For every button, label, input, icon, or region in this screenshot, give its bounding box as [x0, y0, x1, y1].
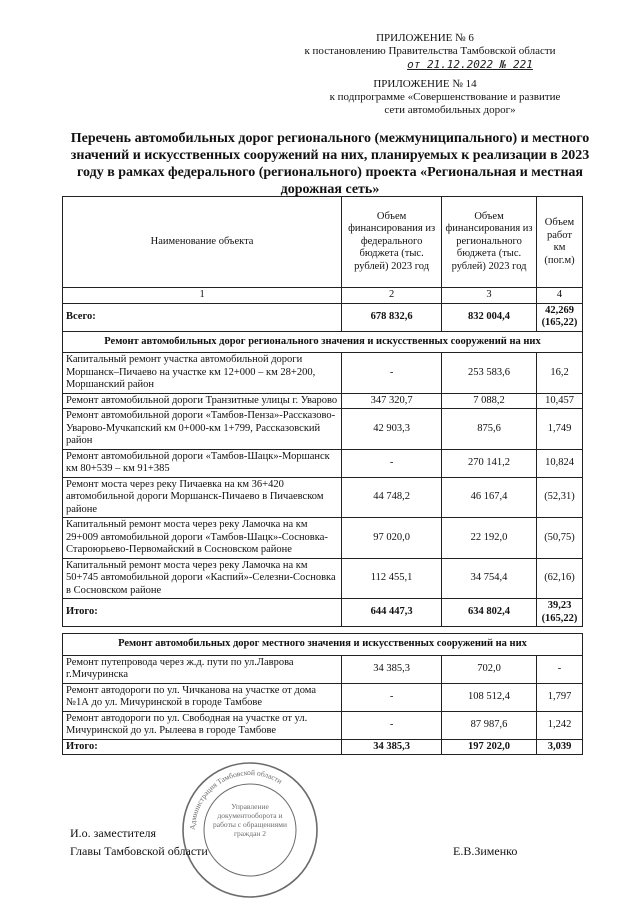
subtotal-volume: 39,23 (165,22) — [537, 599, 583, 627]
table-row — [63, 683, 583, 711]
subtotal-row — [63, 599, 583, 627]
object-name: Ремонт автомобильной дороги «Тамбов-Шацк»-Моршанск км 80+539 – км 91+385 — [63, 449, 342, 477]
section-local-heading: Ремонт автомобильных дорог местного значения и искусственных сооружений на них — [63, 634, 583, 656]
subtotal-label: Итого: — [63, 739, 342, 755]
subtotal-federal: 34 385,3 — [342, 739, 442, 755]
regional-amount: 108 512,4 — [442, 683, 537, 711]
roads-table — [62, 196, 583, 755]
signatory-name: Е.В.Зименко — [453, 844, 518, 858]
object-name: Капитальный ремонт моста через реку Ламочка на км 50+745 автомобильной дороги «Каспий»-Селезни-Сосновка в Сосновском районе — [63, 558, 342, 599]
work-volume: (62,16) — [537, 558, 583, 599]
subtotal-federal: 644 447,3 — [342, 599, 442, 627]
table-row — [63, 655, 583, 683]
total-volume: 42,269 (165,22) — [537, 303, 583, 331]
subprogram-reference: к подпрограмме «Совершенствование и развитие — [329, 91, 561, 103]
object-name: Ремонт автодороги по ул. Свободная на участке от ул. Мичуринской до ул. Рылеева в городе Тамбове — [63, 711, 342, 739]
federal-amount: - — [342, 353, 442, 394]
subtotal-volume: 3,039 — [537, 739, 583, 755]
work-volume: 10,824 — [537, 449, 583, 477]
column-number-row — [63, 288, 583, 304]
header-work-volume: Объем работ км (пог.м) — [537, 197, 583, 288]
appendix-6-label: ПРИЛОЖЕНИЕ № 6 — [376, 32, 474, 44]
table-row — [63, 711, 583, 739]
work-volume: 1,797 — [537, 683, 583, 711]
object-name: Ремонт автомобильной дороги Транзитные улицы г. Уварово — [63, 393, 342, 409]
column-number: 2 — [342, 288, 442, 304]
federal-amount: 42 903,3 — [342, 409, 442, 450]
subtotal-regional: 197 202,0 — [442, 739, 537, 755]
document-title: Перечень автомобильных дорог регионального (межмуниципального) и местного значений и искусственных сооружений на них, планируемых к реализации в 2023 году в рамках федерального (регионального) проекта «Региональная и местная дорожная сеть» — [70, 131, 590, 197]
table-row — [63, 353, 583, 394]
total-row — [63, 303, 583, 331]
total-label: Всего: — [63, 303, 342, 331]
work-volume: 1,749 — [537, 409, 583, 450]
federal-amount: 97 020,0 — [342, 518, 442, 559]
regional-amount: 702,0 — [442, 655, 537, 683]
federal-amount: 34 385,3 — [342, 655, 442, 683]
federal-amount: 347 320,7 — [342, 393, 442, 409]
object-name: Ремонт моста через реку Пичаевка на км 36+420 автомобильной дороги Моршанск-Пичаево в Пичаевском районе — [63, 477, 342, 518]
signatory-position-line2: Главы Тамбовской области — [70, 844, 208, 858]
resolution-reference: к постановлению Правительства Тамбовской области — [304, 45, 556, 57]
federal-amount: - — [342, 683, 442, 711]
subtotal-label: Итого: — [63, 599, 342, 627]
column-number: 4 — [537, 288, 583, 304]
regional-amount: 87 987,6 — [442, 711, 537, 739]
section-heading-row — [63, 331, 583, 353]
regional-amount: 46 167,4 — [442, 477, 537, 518]
work-volume: 1,242 — [537, 711, 583, 739]
appendix-14-label: ПРИЛОЖЕНИЕ № 14 — [373, 78, 477, 90]
federal-amount: 112 455,1 — [342, 558, 442, 599]
subtotal-row — [63, 739, 583, 755]
stamp-ring-text: Администрация Тамбовской области — [187, 767, 284, 831]
object-name: Ремонт путепровода через ж.д. пути по ул.Лаврова г.Мичуринска — [63, 655, 342, 683]
stamp-center-text: Управление документооборота и работы с обращениями граждан 2 — [213, 802, 287, 838]
regional-amount: 34 754,4 — [442, 558, 537, 599]
table-header-row — [63, 197, 583, 288]
column-number: 3 — [442, 288, 537, 304]
resolution-date-number: от 21.12.2022 № 221 — [407, 58, 533, 71]
table-row — [63, 558, 583, 599]
regional-amount: 253 583,6 — [442, 353, 537, 394]
subtotal-regional: 634 802,4 — [442, 599, 537, 627]
work-volume: 10,457 — [537, 393, 583, 409]
table-row — [63, 518, 583, 559]
header-object-name: Наименование объекта — [63, 197, 342, 288]
total-federal: 678 832,6 — [342, 303, 442, 331]
subprogram-reference-cont: сети автомобильных дорог» — [384, 104, 516, 116]
header-regional-budget: Объем финансирования из регионального бюджета (тыс. рублей) 2023 год — [442, 197, 537, 288]
section-heading-row — [63, 634, 583, 656]
table-row — [63, 477, 583, 518]
header-federal-budget: Объем финансирования из федерального бюджета (тыс. рублей) 2023 год — [342, 197, 442, 288]
work-volume: (50,75) — [537, 518, 583, 559]
official-stamp — [180, 760, 320, 900]
regional-amount: 22 192,0 — [442, 518, 537, 559]
work-volume: - — [537, 655, 583, 683]
table-row — [63, 409, 583, 450]
regional-amount: 270 141,2 — [442, 449, 537, 477]
object-name: Капитальный ремонт участка автомобильной дороги Моршанск–Пичаево на участке км 12+000 – км 28+200, Моршанский район — [63, 353, 342, 394]
table-row — [63, 449, 583, 477]
federal-amount: - — [342, 711, 442, 739]
federal-amount: - — [342, 449, 442, 477]
signatory-position-line1: И.о. заместителя — [70, 826, 157, 840]
table-row — [63, 393, 583, 409]
object-name: Капитальный ремонт моста через реку Ламочка на км 29+009 автомобильной дороги «Тамбов-Шацк»-Сосновка-Староюрьево-Первомайский в Сосновском районе — [63, 518, 342, 559]
object-name: Ремонт автодороги по ул. Чичканова на участке от дома №1А до ул. Мичуринской в городе Тамбове — [63, 683, 342, 711]
object-name: Ремонт автомобильной дороги «Тамбов-Пенза»-Рассказово-Уварово-Мучкапский км 0+000-км 1+799, Рассказовский район — [63, 409, 342, 450]
regional-amount: 7 088,2 — [442, 393, 537, 409]
work-volume: (52,31) — [537, 477, 583, 518]
total-regional: 832 004,4 — [442, 303, 537, 331]
regional-amount: 875,6 — [442, 409, 537, 450]
table-gap — [63, 627, 583, 634]
column-number: 1 — [63, 288, 342, 304]
federal-amount: 44 748,2 — [342, 477, 442, 518]
work-volume: 16,2 — [537, 353, 583, 394]
section-regional-heading: Ремонт автомобильных дорог регионального значения и искусственных сооружений на них — [63, 331, 583, 353]
